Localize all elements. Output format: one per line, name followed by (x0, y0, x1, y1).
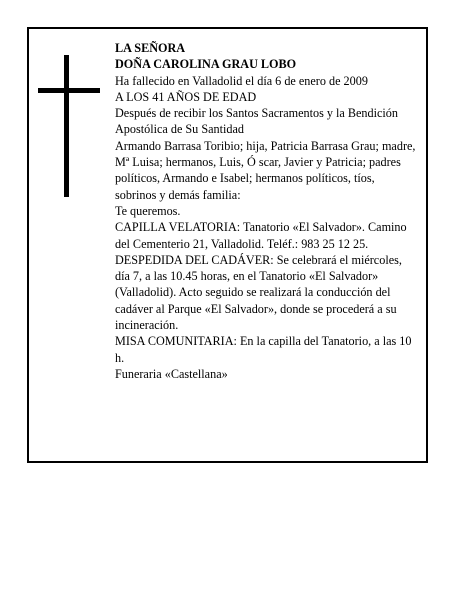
funeral-home: Funeraria «Castellana» (115, 366, 228, 381)
obituary-text (115, 40, 417, 382)
farewell-info: DESPEDIDA DEL CADÁVER: Se celebrará el miércoles, día 7, a las 10.45 horas, en el Tanatorio «El Salvador» (Valladolid). Acto seguido se realizará la conducción del cadáver al Parque «El Salvador», donde se procederá a su incineración. (115, 252, 402, 333)
mass-info: MISA COMUNITARIA: En la capilla del Tanatorio, a las 10 h. (115, 334, 412, 365)
closing-line: Te queremos. (115, 203, 181, 218)
cross-horizontal-bar (38, 88, 100, 93)
chapel-info: CAPILLA VELATORIA: Tanatorio «El Salvador». Camino del Cementerio 21, Valladolid. Teléf.: 983 25 12 25. (115, 220, 407, 251)
family-list: Armando Barrasa Toribio; hija, Patricia Barrasa Grau; madre, Mª Luisa; hermanos, Luis, Ó scar, Javier y Patricia; padres políticos, Armando e Isabel; hermanos políticos, tíos, sobrinos y demás familia: (115, 138, 416, 202)
title-label: LA SEÑORA (115, 41, 186, 55)
age-statement: A LOS 41 AÑOS DE EDAD (115, 89, 257, 104)
latin-cross-icon (38, 55, 100, 197)
cross-vertical-bar (64, 55, 69, 197)
deceased-name: DOÑA CAROLINA GRAU LOBO (115, 57, 297, 72)
death-statement: Ha fallecido en Valladolid el día 6 de enero de 2009 (115, 73, 368, 88)
sacraments-statement: Después de recibir los Santos Sacramentos y la Bendición Apostólica de Su Santidad (115, 106, 398, 137)
